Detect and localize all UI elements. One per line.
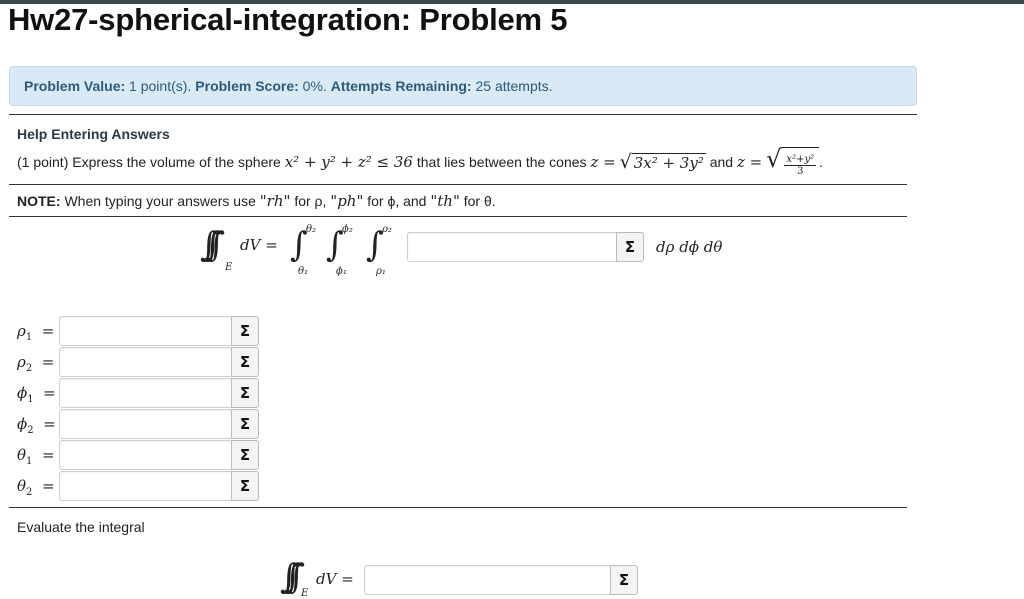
cone2-fraction <box>784 154 816 177</box>
differentials: dρ dϕ dθ <box>656 238 723 256</box>
divider <box>9 216 907 217</box>
limit-equals: = <box>41 353 55 371</box>
divider <box>9 114 917 115</box>
limit-symbol: θ <box>17 446 27 464</box>
limit-subscript: 2 <box>26 487 33 498</box>
rho-lower-limit: ρ₁ <box>376 266 386 277</box>
note-th: "th" <box>430 192 460 210</box>
evaluate-label: Evaluate the integral <box>17 519 145 535</box>
note-for-phi: for ϕ, and <box>367 193 427 209</box>
limit-equals: = <box>41 446 55 464</box>
problem-value: 1 point(s). <box>129 78 192 94</box>
limit-input[interactable] <box>59 378 233 408</box>
limit-input[interactable] <box>59 440 233 470</box>
cone2-numerator: x²+y² <box>786 154 815 165</box>
problem-score-label: Problem Score: <box>195 78 299 94</box>
phi-integral-sign: ∫ <box>326 225 344 265</box>
limit-equation-editor-button[interactable]: Σ <box>231 378 259 408</box>
problem-info-box <box>9 66 917 106</box>
cone1-sqrt: √ 3x² + 3y² <box>619 150 704 173</box>
limit-subscript: 1 <box>25 332 33 343</box>
limit-input[interactable] <box>59 347 233 377</box>
page-title: Hw27-spherical-integration: Problem 5 <box>8 2 568 37</box>
limit-symbol: ρ <box>17 353 26 371</box>
limit-subscript: 1 <box>27 394 34 405</box>
note-text-1: When typing your answers use <box>64 193 256 209</box>
limit-subscript: 2 <box>27 425 34 436</box>
cone2-denominator: 3 <box>797 166 804 177</box>
limit-equation-editor-button[interactable]: Σ <box>231 440 259 470</box>
limit-equation-editor-button[interactable]: Σ <box>231 316 259 346</box>
note-for-rho: for ρ, <box>294 193 327 209</box>
limit-input[interactable] <box>59 409 233 439</box>
attempts-remaining: 25 attempts. <box>475 78 553 94</box>
and-text: and <box>709 154 734 170</box>
rho-integral-sign: ∫ <box>366 225 384 265</box>
limit-equation-editor-button[interactable]: Σ <box>231 347 259 377</box>
integrand-input[interactable] <box>407 232 618 262</box>
limit-input[interactable] <box>59 471 233 501</box>
limit-equation-editor-button[interactable]: Σ <box>231 409 259 439</box>
note-text <box>17 192 496 210</box>
region-subscript: E <box>225 262 233 273</box>
limit-symbol: θ <box>17 477 27 495</box>
evaluate-input[interactable] <box>364 565 612 595</box>
eval-triple-integral-sign: ∫∫∫ <box>280 557 292 597</box>
problem-prefix: (1 point) Express the volume of the sphere <box>17 154 281 170</box>
limit-equals: = <box>41 322 55 340</box>
limit-label <box>17 384 56 405</box>
limit-input[interactable] <box>59 316 233 346</box>
limit-equation-editor-button[interactable]: Σ <box>231 471 259 501</box>
cone2-lhs: z = <box>736 153 763 171</box>
limit-label <box>17 446 55 467</box>
limit-equals: = <box>43 415 56 433</box>
dv-equals: dV = <box>240 236 278 254</box>
divider <box>9 507 907 508</box>
attempts-label: Attempts Remaining: <box>330 78 472 94</box>
limit-label <box>17 353 54 374</box>
problem-mid-text: that lies between the cones <box>416 154 587 170</box>
limit-equals: = <box>43 384 56 402</box>
limit-subscript: 2 <box>25 363 33 374</box>
theta-upper-limit: θ₂ <box>306 224 317 235</box>
theta-lower-limit: θ₁ <box>298 266 309 277</box>
cone2-sqrt: √ $\frac{\text{x²+y²}}{3}$ <box>766 147 819 177</box>
problem-score: 0%. <box>302 78 327 94</box>
limit-equals: = <box>41 477 55 495</box>
period: . <box>819 154 823 170</box>
limit-subscript: 1 <box>26 456 33 467</box>
theta-integral-sign: ∫ <box>290 225 308 265</box>
problem-statement <box>17 145 823 177</box>
cone1-lhs: z = <box>590 153 616 171</box>
divider <box>9 184 907 185</box>
limit-symbol: ϕ <box>17 415 28 433</box>
evaluate-equation-editor-button[interactable]: Σ <box>610 565 638 595</box>
limit-symbol: ρ <box>17 322 26 340</box>
sphere-inequality: x² + y² + z² ≤ 36 <box>284 153 413 171</box>
phi-lower-limit: ϕ₁ <box>336 266 347 277</box>
limit-symbol: ϕ <box>17 384 28 402</box>
cone1-radicand: 3x² + 3y² <box>633 153 704 172</box>
note-label: NOTE: <box>17 193 61 209</box>
note-rh: "rh" <box>259 192 291 210</box>
eval-region-subscript: E <box>301 588 309 599</box>
note-for-theta: for θ. <box>463 193 496 209</box>
eval-dv-equals: dV = <box>316 570 354 588</box>
limit-label <box>17 415 56 436</box>
integrand-equation-editor-button[interactable]: Σ <box>616 232 644 262</box>
phi-upper-limit: ϕ₂ <box>342 224 353 235</box>
limit-label <box>17 477 55 498</box>
help-entering-answers-link[interactable]: Help Entering Answers <box>17 126 170 142</box>
note-ph: "ph" <box>330 192 364 210</box>
problem-value-label: Problem Value: <box>24 78 126 94</box>
limit-label <box>17 322 54 343</box>
rho-upper-limit: ρ₂ <box>382 224 392 235</box>
triple-integral-sign: ∫∫∫ <box>200 225 212 265</box>
